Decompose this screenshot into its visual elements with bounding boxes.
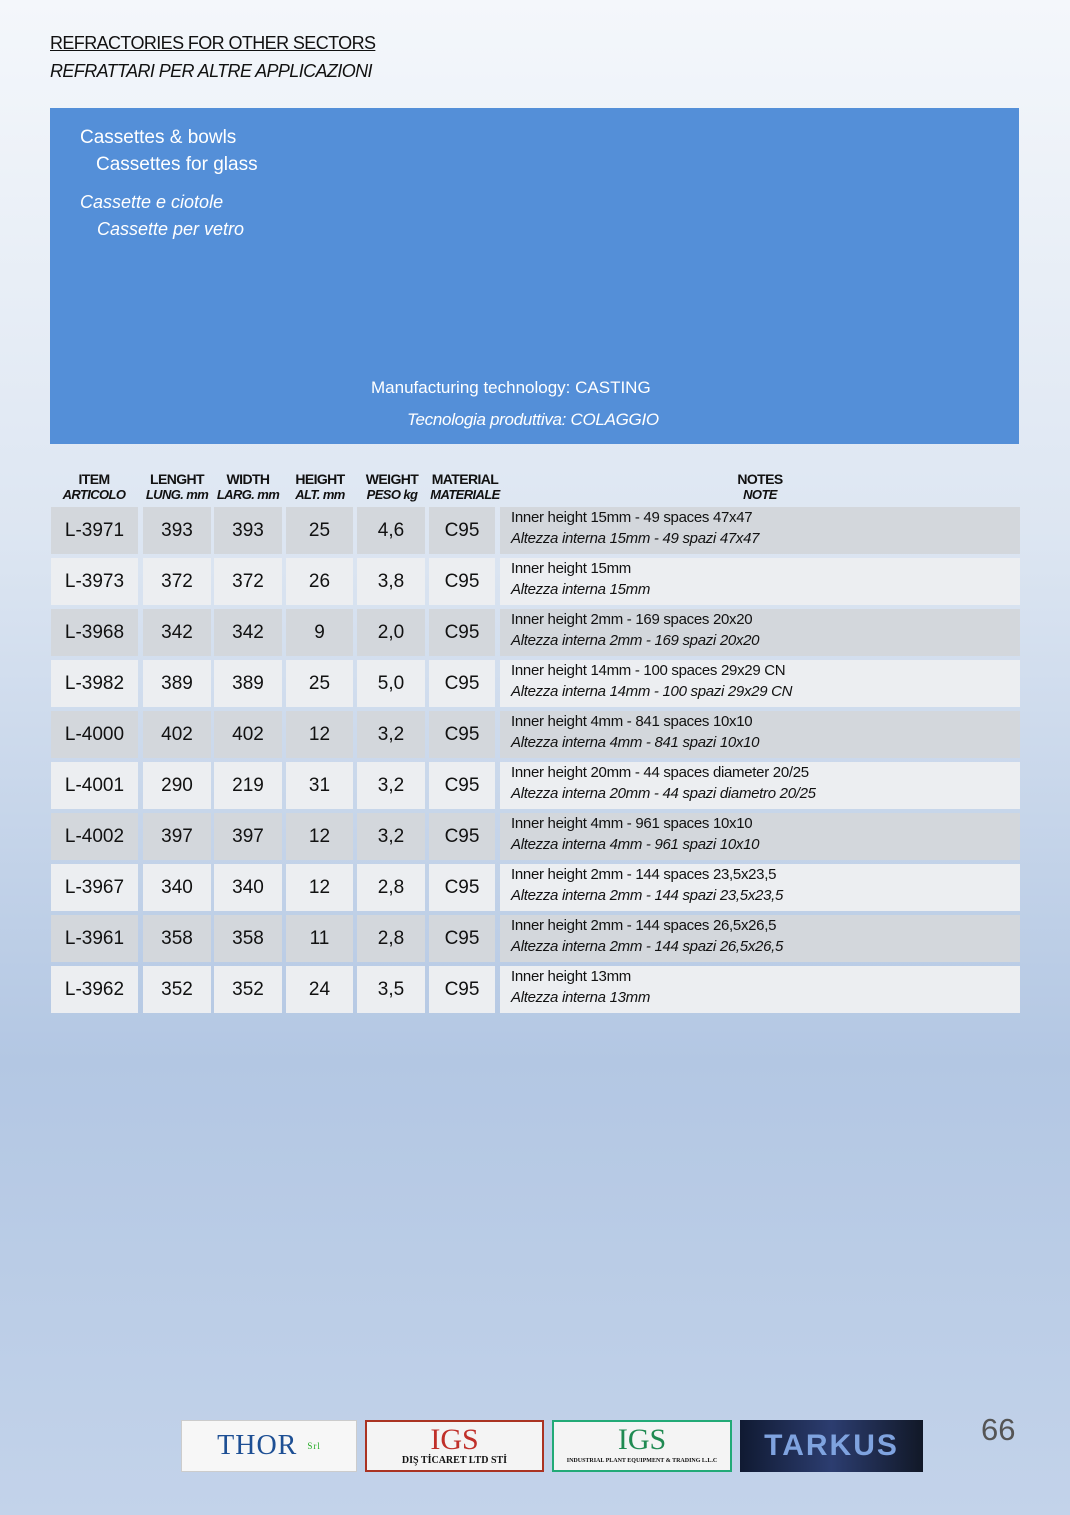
thor-logo: THOR Srl [181,1420,357,1472]
cell-weight: 2,8 [357,864,425,911]
cell-item: L-3968 [51,609,138,656]
cell-item: L-4001 [51,762,138,809]
cell-material: C95 [429,915,495,962]
cell-notes: Inner height 4mm - 841 spaces 10x10 Altezza interna 4mm - 841 spazi 10x10 [500,711,1020,758]
cell-width: 402 [214,711,282,758]
column-header-item: ITEM ARTICOLO [62,471,126,502]
cell-weight: 3,2 [357,711,425,758]
cell-item: L-3982 [51,660,138,707]
cell-material: C95 [429,864,495,911]
cell-material: C95 [429,507,495,554]
cell-weight: 3,2 [357,813,425,860]
column-header-weight: WEIGHT PESO kg [365,471,419,502]
category-title: Cassettes & bowls [80,127,237,148]
igs-uae-logo: IGS INDUSTRIAL PLANT EQUIPMENT & TRADING L.L.C [552,1420,732,1472]
cell-length: 397 [143,813,211,860]
cell-width: 393 [214,507,282,554]
manufacturing-technology-italian: Tecnologia produttiva: COLAGGIO [407,410,659,429]
column-header-height: HEIGHT ALT. mm [295,471,345,502]
cell-material: C95 [429,762,495,809]
cell-height: 26 [286,558,353,605]
cell-item: L-4000 [51,711,138,758]
cell-length: 389 [143,660,211,707]
cell-weight: 5,0 [357,660,425,707]
table-row [50,813,1020,860]
category-banner [50,108,1019,444]
cell-width: 389 [214,660,282,707]
tarkus-logo: TARKUS [740,1420,923,1472]
cell-weight: 2,8 [357,915,425,962]
cell-width: 352 [214,966,282,1013]
cell-height: 25 [286,660,353,707]
cell-weight: 2,0 [357,609,425,656]
igs-turkey-logo: IGS DIŞ TİCARET LTD STİ [365,1420,544,1472]
cell-width: 340 [214,864,282,911]
cell-height: 9 [286,609,353,656]
subcategory-title-italian: Cassette per vetro [97,219,245,239]
cell-weight: 4,6 [357,507,425,554]
table-row [50,558,1020,605]
footer-logos [0,1420,1070,1474]
page-header [50,32,375,82]
cell-material: C95 [429,558,495,605]
cell-notes: Inner height 14mm - 100 spaces 29x29 CN Altezza interna 14mm - 100 spazi 29x29 CN [500,660,1020,707]
cell-width: 397 [214,813,282,860]
cell-length: 340 [143,864,211,911]
column-header-material: MATERIAL MATERIALE [430,471,500,502]
cell-material: C95 [429,966,495,1013]
cell-height: 12 [286,813,353,860]
category-title-italian: Cassette e ciotole [80,192,224,212]
cell-height: 12 [286,711,353,758]
cell-item: L-3967 [51,864,138,911]
cell-notes: Inner height 2mm - 169 spaces 20x20 Altezza interna 2mm - 169 spazi 20x20 [500,609,1020,656]
cell-notes: Inner height 4mm - 961 spaces 10x10 Altezza interna 4mm - 961 spazi 10x10 [500,813,1020,860]
cell-material: C95 [429,813,495,860]
table-row [50,915,1020,962]
cell-width: 372 [214,558,282,605]
page-title-italian: REFRATTARI PER ALTRE APPLICAZIONI [50,61,372,81]
table-row [50,864,1020,911]
table-row [50,762,1020,809]
cell-height: 12 [286,864,353,911]
cell-weight: 3,5 [357,966,425,1013]
table-row [50,711,1020,758]
table-row [50,507,1020,554]
subcategory-title: Cassettes for glass [96,154,258,175]
page-number: 66 [981,1412,1016,1447]
cell-notes: Inner height 15mm Altezza interna 15mm [500,558,1020,605]
column-header-notes: NOTES NOTE [737,471,783,502]
cell-height: 31 [286,762,353,809]
cell-notes: Inner height 13mm Altezza interna 13mm [500,966,1020,1013]
cell-length: 290 [143,762,211,809]
product-table [50,507,1020,1017]
cell-height: 25 [286,507,353,554]
cell-item: L-3971 [51,507,138,554]
cell-length: 402 [143,711,211,758]
table-row [50,660,1020,707]
table-row [50,609,1020,656]
cell-length: 372 [143,558,211,605]
cell-weight: 3,8 [357,558,425,605]
cell-height: 11 [286,915,353,962]
cell-width: 219 [214,762,282,809]
cell-item: L-3961 [51,915,138,962]
cell-material: C95 [429,660,495,707]
cell-width: 342 [214,609,282,656]
cell-item: L-3973 [51,558,138,605]
cell-length: 342 [143,609,211,656]
cell-notes: Inner height 20mm - 44 spaces diameter 20/25 Altezza interna 20mm - 44 spazi diametro 20/25 [500,762,1020,809]
cell-width: 358 [214,915,282,962]
cell-length: 358 [143,915,211,962]
table-header [50,471,1020,505]
page-title: REFRACTORIES FOR OTHER SECTORS [50,33,376,53]
cell-notes: Inner height 2mm - 144 spaces 23,5x23,5 Altezza interna 2mm - 144 spazi 23,5x23,5 [500,864,1020,911]
manufacturing-technology: Manufacturing technology: CASTING [371,378,651,397]
cell-notes: Inner height 2mm - 144 spaces 26,5x26,5 Altezza interna 2mm - 144 spazi 26,5x26,5 [500,915,1020,962]
cell-weight: 3,2 [357,762,425,809]
cell-material: C95 [429,609,495,656]
table-row [50,966,1020,1013]
cell-height: 24 [286,966,353,1013]
column-header-width: WIDTH LARG. mm [216,471,280,502]
cell-material: C95 [429,711,495,758]
cell-item: L-3962 [51,966,138,1013]
cell-item: L-4002 [51,813,138,860]
cell-length: 393 [143,507,211,554]
column-header-length: LENGHT LUNG. mm [145,471,209,502]
cell-length: 352 [143,966,211,1013]
cell-notes: Inner height 15mm - 49 spaces 47x47 Altezza interna 15mm - 49 spazi 47x47 [500,507,1020,554]
